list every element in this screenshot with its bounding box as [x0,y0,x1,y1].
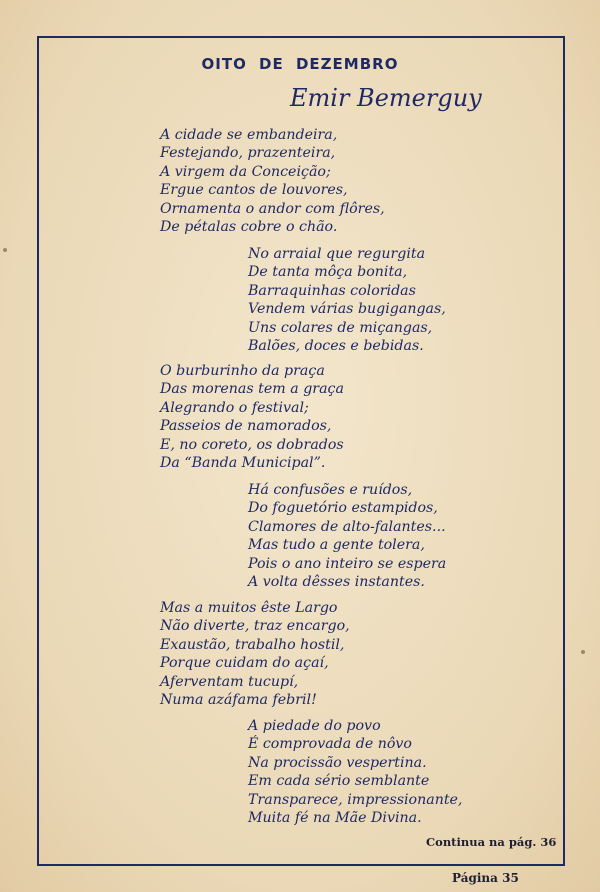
verse-line: E, no coreto, os dobrados [160,436,344,453]
verse-line: Festejando, prazenteira, [160,145,336,162]
verse-line: Aferventam tucupí, [160,673,299,690]
verse-line: Clamores de alto-falantes... [248,518,446,535]
continued-note: Continua na pág. 36 [426,835,557,849]
verse-line: Não diverte, traz encargo, [160,618,350,635]
verse-line: De tanta môça bonita, [248,264,408,281]
verse-line: É comprovada de nôvo [248,736,412,753]
verse-line: De pétalas cobre o chão. [160,219,338,236]
verse-line: Mas tudo a gente tolera, [248,537,425,554]
stanza-4 [248,481,446,591]
verse-line: Passeios de namorados, [160,418,332,435]
verse-line: Porque cuidam do açaí, [160,655,329,672]
verse-line: A virgem da Conceição; [160,163,331,180]
stanza-5 [160,599,350,709]
verse-line: A cidade se embandeira, [160,127,338,143]
verse-line: Há confusões e ruídos, [248,482,413,498]
poem-author: Emir Bemerguy [290,84,482,112]
verse-line: Transparece, impressionante, [248,791,463,808]
paper-spot [3,248,7,252]
verse-line: Do foguetório estampidos, [248,500,438,517]
verse-line: Mas a muitos êste Largo [160,600,338,616]
page-number: Página 35 [452,871,519,885]
stanza-6 [248,717,462,827]
verse-line: Na procissão vespertina. [248,754,427,771]
verse-line: A volta dêsses instantes. [248,574,425,591]
verse-line: Alegrando o festival; [160,399,309,416]
verse-line: Muita fé na Mãe Divina. [248,810,422,827]
verse-line: No arraial que regurgita [248,246,426,262]
verse-line: O burburinho da praça [160,363,325,379]
verse-line: Uns colares de miçangas, [248,319,433,336]
verse-line: Ergue cantos de louvores, [160,182,348,199]
verse-line: Pois o ano inteiro se espera [248,555,447,572]
verse-line: Balões, doces e bebidas. [248,338,424,355]
verse-line: Das morenas tem a graça [160,381,344,398]
poem-title: OITO DE DEZEMBRO [201,55,399,73]
verse-line: A piedade do povo [248,718,381,734]
verse-line: Em cada sério semblante [248,773,430,790]
verse-line: Exaustão, trabalho hostil, [160,636,345,653]
verse-line: Barraquinhas coloridas [248,282,416,299]
stanza-2 [248,245,446,355]
verse-line: Da “Banda Municipal”. [160,455,326,472]
stanza-1 [160,126,385,236]
stanza-3 [160,362,344,472]
verse-line: Ornamenta o andor com flôres, [160,200,385,217]
paper-spot [581,650,585,654]
verse-line: Vendem várias bugigangas, [248,301,446,318]
verse-line: Numa azáfama febril! [160,692,317,709]
